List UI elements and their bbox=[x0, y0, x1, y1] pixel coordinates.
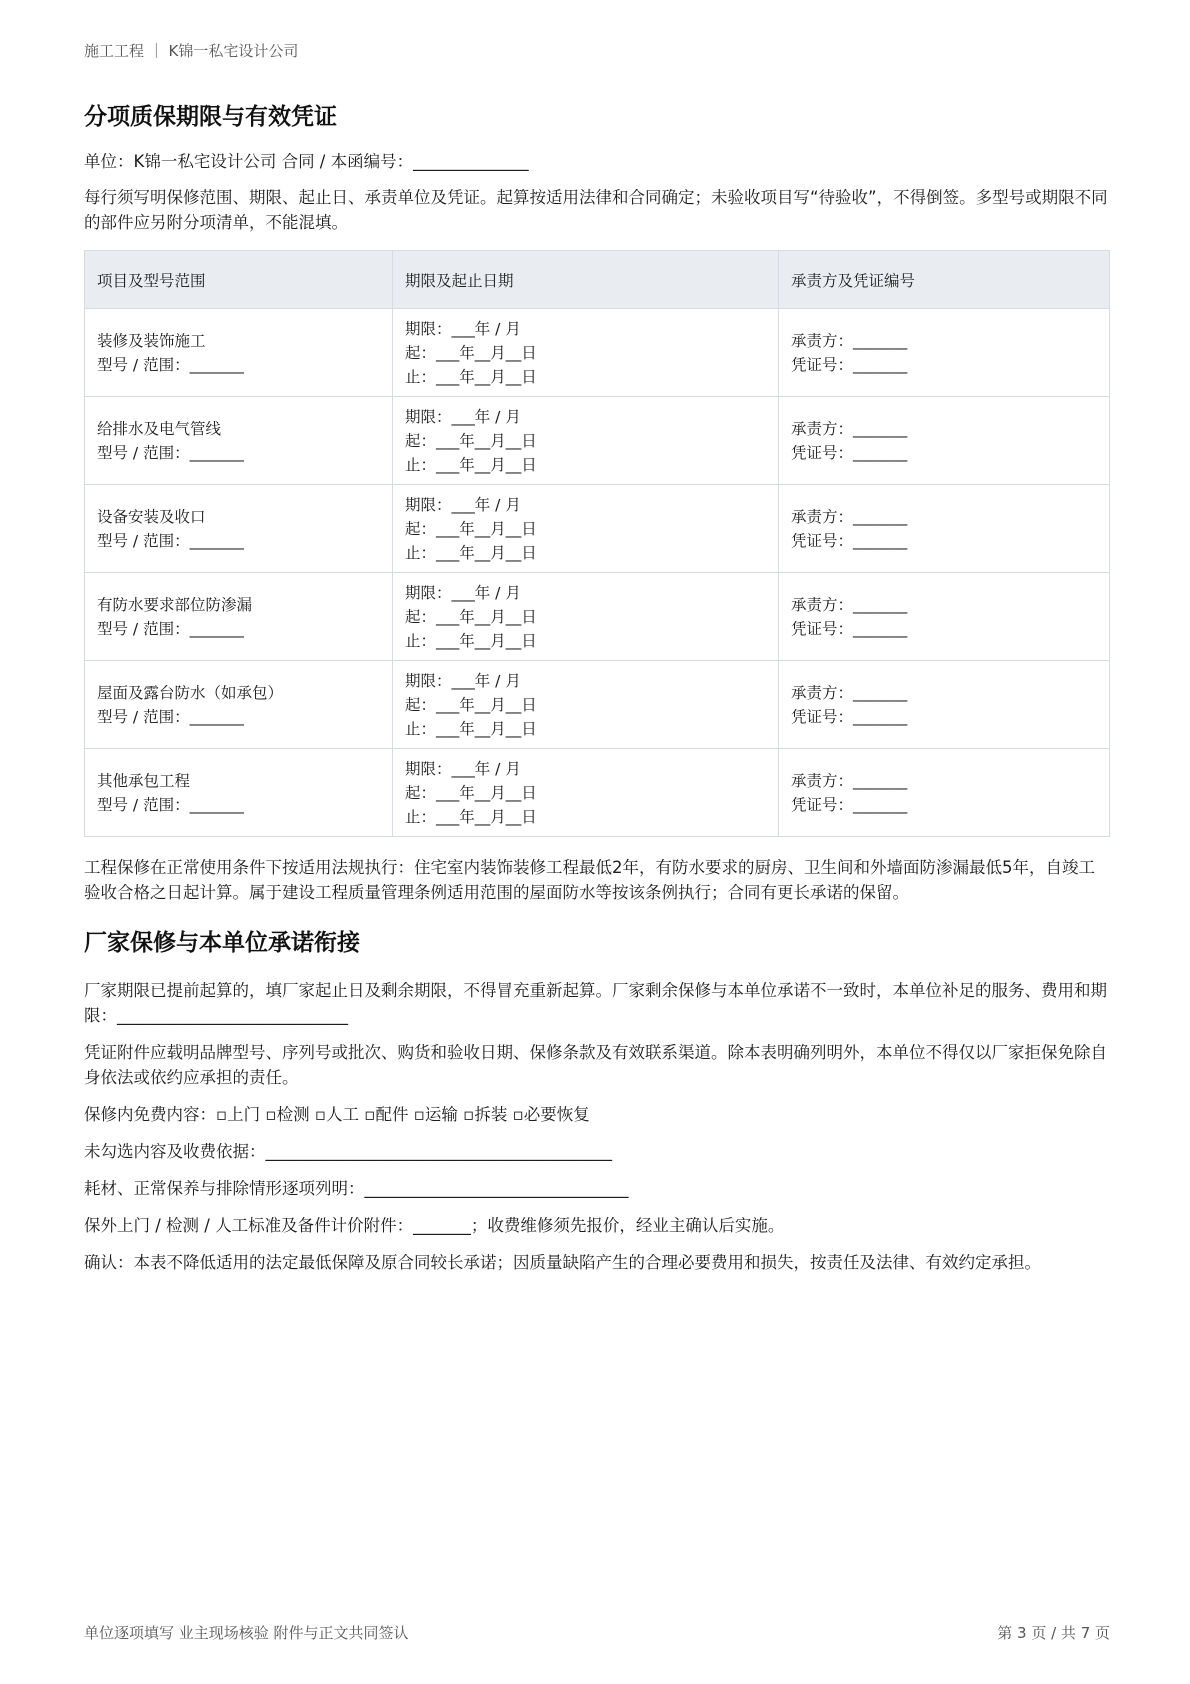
cell-item bbox=[85, 397, 393, 485]
item-name: 其他承包工程 bbox=[97, 771, 191, 790]
end-date-field: 止：___年__月__日 bbox=[405, 719, 537, 738]
end-date-field: 止：___年__月__日 bbox=[405, 455, 537, 474]
consumables-line: 耗材、正常保养与排除情形逐项列明：________________________________ bbox=[84, 1179, 629, 1198]
certificate-paragraph: 凭证附件应载明品牌型号、序列号或批次、购货和验收日期、保修条款及有效联系渠道。除本表明确列明外，本单位不得仅以厂家拒保免除自身依法或依约应承担的责任。 bbox=[84, 1043, 1107, 1087]
model-range-field: 型号 / 范围：_______ bbox=[97, 619, 244, 638]
manufacturer-paragraph: 厂家期限已提前起算的，填厂家起止日及剩余期限，不得冒充重新起算。厂家剩余保修与本单位承诺不一致时，本单位补足的服务、费用和期限：____________________________ bbox=[84, 981, 1107, 1025]
table-header-row bbox=[85, 251, 1110, 309]
cell-term bbox=[393, 573, 779, 661]
cell-term bbox=[393, 749, 779, 837]
cell-party bbox=[779, 397, 1110, 485]
certificate-number-field: 凭证号：_______ bbox=[791, 619, 908, 638]
cell-term bbox=[393, 661, 779, 749]
start-date-field: 起：___年__月__日 bbox=[405, 607, 537, 626]
term-field: 期限：___年 / 月 bbox=[405, 759, 521, 778]
confirmation-paragraph: 确认：本表不降低适用的法定最低保障及原合同较长承诺；因质量缺陷产生的合理必要费用和损失，按责任及法律、有效约定承担。 bbox=[84, 1253, 1041, 1272]
end-date-field: 止：___年__月__日 bbox=[405, 367, 537, 386]
model-range-field: 型号 / 范围：_______ bbox=[97, 531, 244, 550]
term-field: 期限：___年 / 月 bbox=[405, 671, 521, 690]
end-date-field: 止：___年__月__日 bbox=[405, 543, 537, 562]
start-date-field: 起：___年__月__日 bbox=[405, 783, 537, 802]
column-header-item: 项目及型号范围 bbox=[85, 251, 393, 309]
responsible-party-field: 承责方：_______ bbox=[791, 507, 908, 526]
term-field: 期限：___年 / 月 bbox=[405, 407, 521, 426]
model-range-field: 型号 / 范围：_______ bbox=[97, 707, 244, 726]
item-name: 设备安装及收口 bbox=[97, 507, 206, 526]
table-row bbox=[85, 309, 1110, 397]
statutory-note: 工程保修在正常使用条件下按适用法规执行：住宅室内装饰装修工程最低2年，有防水要求的厨房、卫生间和外墙面防渗漏最低5年，自竣工验收合格之日起计算。属于建设工程质量管理条例适用范围的屋面防水等按该条例执行；合同有更长承诺的保留。 bbox=[84, 858, 1095, 902]
cell-party bbox=[779, 661, 1110, 749]
end-date-field: 止：___年__月__日 bbox=[405, 807, 537, 826]
certificate-number-field: 凭证号：_______ bbox=[791, 531, 908, 550]
end-date-field: 止：___年__月__日 bbox=[405, 631, 537, 650]
out-of-warranty-line: 保外上门 / 检测 / 人工标准及备件计价附件：_______；收费维修须先报价，经业主确认后实施。 bbox=[84, 1216, 785, 1235]
certificate-number-field: 凭证号：_______ bbox=[791, 707, 908, 726]
model-range-field: 型号 / 范围：_______ bbox=[97, 443, 244, 462]
table-row bbox=[85, 397, 1110, 485]
item-name: 有防水要求部位防渗漏 bbox=[97, 595, 253, 614]
cell-party bbox=[779, 749, 1110, 837]
responsible-party-field: 承责方：_______ bbox=[791, 331, 908, 350]
responsible-party-field: 承责方：_______ bbox=[791, 419, 908, 438]
column-header-party: 承责方及凭证编号 bbox=[779, 251, 1110, 309]
cell-item bbox=[85, 485, 393, 573]
table-row bbox=[85, 485, 1110, 573]
model-range-field: 型号 / 范围：_______ bbox=[97, 795, 244, 814]
section-title-manufacturer: 厂家保修与本单位承诺衔接 bbox=[84, 930, 360, 956]
item-name: 装修及装饰施工 bbox=[97, 331, 206, 350]
cell-party bbox=[779, 309, 1110, 397]
cell-term bbox=[393, 485, 779, 573]
section-title-warranty: 分项质保期限与有效凭证 bbox=[84, 104, 337, 130]
table-row bbox=[85, 749, 1110, 837]
table-row bbox=[85, 661, 1110, 749]
cell-party bbox=[779, 573, 1110, 661]
certificate-number-field: 凭证号：_______ bbox=[791, 355, 908, 374]
term-field: 期限：___年 / 月 bbox=[405, 319, 521, 338]
term-field: 期限：___年 / 月 bbox=[405, 495, 521, 514]
responsible-party-field: 承责方：_______ bbox=[791, 595, 908, 614]
item-name: 屋面及露台防水（如承包） bbox=[97, 683, 284, 702]
cell-term bbox=[393, 309, 779, 397]
page-header: 施工工程 ｜ K锦一私宅设计公司 bbox=[84, 42, 299, 60]
unit-contract-line: 单位：K锦一私宅设计公司 合同 / 本函编号：______________ bbox=[84, 152, 529, 171]
footer-note: 单位逐项填写 业主现场核验 附件与正文共同签认 bbox=[84, 1624, 409, 1642]
cell-item bbox=[85, 309, 393, 397]
certificate-number-field: 凭证号：_______ bbox=[791, 443, 908, 462]
cell-item bbox=[85, 749, 393, 837]
responsible-party-field: 承责方：_______ bbox=[791, 771, 908, 790]
certificate-number-field: 凭证号：_______ bbox=[791, 795, 908, 814]
responsible-party-field: 承责方：_______ bbox=[791, 683, 908, 702]
start-date-field: 起：___年__月__日 bbox=[405, 519, 537, 538]
table-row bbox=[85, 573, 1110, 661]
free-items-line: 保修内免费内容：▫上门 ▫检测 ▫人工 ▫配件 ▫运输 ▫拆装 ▫必要恢复 bbox=[84, 1105, 590, 1124]
column-header-term: 期限及起止日期 bbox=[393, 251, 779, 309]
page-number: 第 3 页 / 共 7 页 bbox=[997, 1624, 1110, 1642]
warranty-table bbox=[84, 250, 1110, 837]
start-date-field: 起：___年__月__日 bbox=[405, 695, 537, 714]
document-body bbox=[84, 100, 1110, 1275]
start-date-field: 起：___年__月__日 bbox=[405, 343, 537, 362]
unchecked-fee-line: 未勾选内容及收费依据：__________________________________________ bbox=[84, 1142, 612, 1161]
cell-item bbox=[85, 661, 393, 749]
item-name: 给排水及电气管线 bbox=[97, 419, 222, 438]
cell-party bbox=[779, 485, 1110, 573]
model-range-field: 型号 / 范围：_______ bbox=[97, 355, 244, 374]
cell-item bbox=[85, 573, 393, 661]
start-date-field: 起：___年__月__日 bbox=[405, 431, 537, 450]
term-field: 期限：___年 / 月 bbox=[405, 583, 521, 602]
intro-paragraph: 每行须写明保修范围、期限、起止日、承责单位及凭证。起算按适用法律和合同确定；未验收项目写“待验收”，不得倒签。多型号或期限不同的部件应另附分项清单，不能混填。 bbox=[84, 188, 1108, 232]
cell-term bbox=[393, 397, 779, 485]
